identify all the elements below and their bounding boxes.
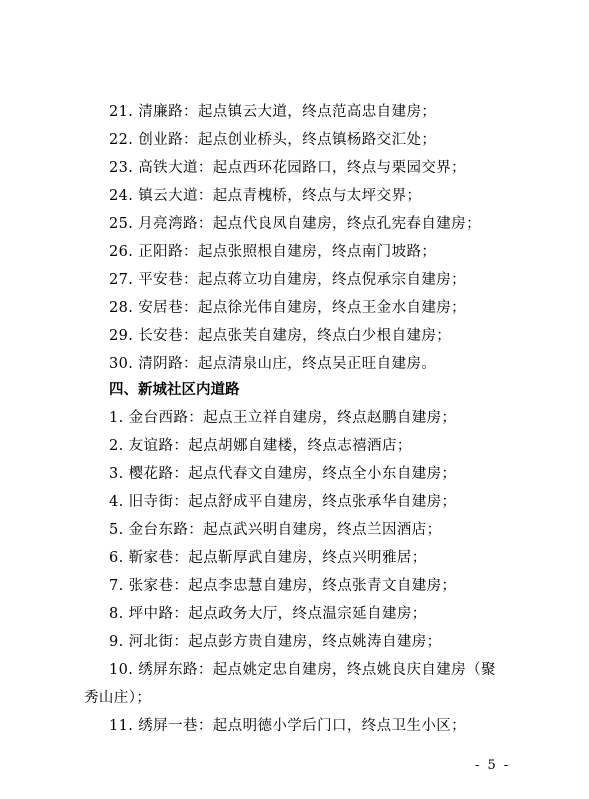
road-item-24: 24. 镇云大道：起点青槐桥，终点与太坪交界；: [109, 188, 422, 204]
road-item-6: 6. 靳家巷：起点靳厚武自建房，终点兴明雅居；: [109, 550, 427, 566]
road-item-29: 29. 长安巷：起点张芙自建房，终点白少根自建房；: [109, 328, 452, 344]
road-item-30: 30. 清阴路：起点清泉山庄，终点吴正旺自建房。: [109, 356, 437, 372]
road-item-5: 5. 金台东路：起点武兴明自建房，终点兰因酒店；: [109, 522, 442, 538]
road-item-11: 11. 绣屏一巷：起点明德小学后门口，终点卫生小区；: [109, 718, 467, 734]
road-item-21: 21. 清廉路：起点镇云大道，终点范高忠自建房；: [109, 104, 437, 120]
section-heading: 四、新城社区内道路: [109, 382, 240, 398]
road-item-10: 10. 绣屏东路：起点姚定忠自建房，终点姚良庆自建房（聚: [109, 662, 496, 678]
road-item-3: 3. 樱花路：起点代春文自建房，终点全小东自建房；: [109, 466, 457, 482]
road-item-23: 23. 高铁大道：起点西环花园路口，终点与栗园交界；: [109, 160, 467, 176]
road-item-7: 7. 张家巷：起点李忠慧自建房，终点张青文自建房；: [109, 578, 457, 594]
road-item-9: 9. 河北街：起点彭方贵自建房，终点姚涛自建房；: [109, 634, 442, 650]
road-item-22: 22. 创业路：起点创业桥头，终点镇杨路交汇处；: [109, 132, 437, 148]
road-item-8: 8. 坪中路：起点政务大厅，终点温宗延自建房；: [109, 606, 427, 622]
road-item-26: 26. 正阳路：起点张照根自建房，终点南门坡路；: [109, 244, 437, 260]
road-item-2: 2. 友谊路：起点胡娜自建楼，终点志禧酒店；: [109, 438, 412, 454]
road-item-25: 25. 月亮湾路：起点代良凤自建房，终点孔宪春自建房；: [109, 216, 481, 232]
road-item-10-continuation: 秀山庄）；: [84, 690, 152, 706]
page-number: - 5 -: [475, 758, 511, 773]
road-item-1: 1. 金台西路：起点王立祥自建房，终点赵鹏自建房；: [109, 410, 457, 426]
road-item-27: 27. 平安巷：起点蒋立功自建房，终点倪承宗自建房；: [109, 272, 467, 288]
road-item-28: 28. 安居巷：起点徐光伟自建房，终点王金水自建房；: [109, 300, 467, 316]
road-item-4: 4. 旧寺街：起点舒成平自建房，终点张承华自建房；: [109, 494, 457, 510]
